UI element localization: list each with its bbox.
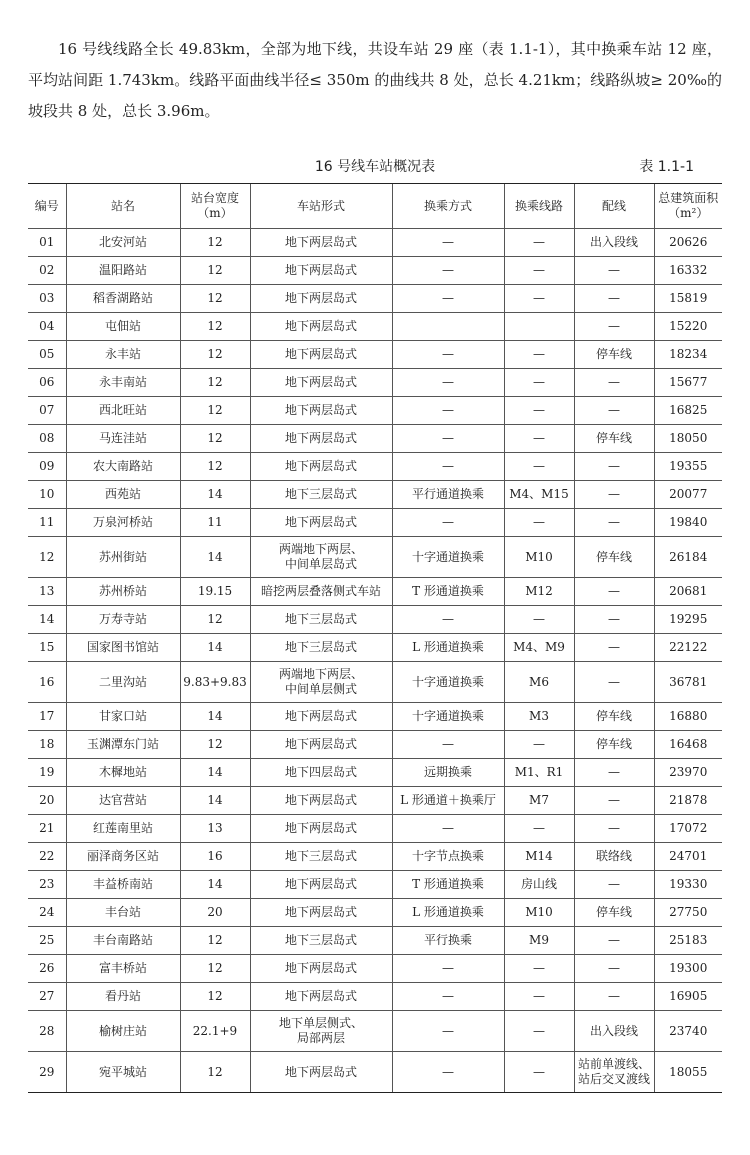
- cell-transfer-mode: T 形通道换乘: [392, 578, 504, 606]
- table-row: [28, 537, 722, 578]
- cell-station-name: 二里沟站: [66, 662, 180, 703]
- cell-number: 20: [28, 787, 66, 815]
- table-caption: [28, 156, 722, 178]
- cell-platform-width: 9.83+9.83: [180, 662, 250, 703]
- cell-transfer-line: —: [504, 257, 574, 285]
- table-row: [28, 578, 722, 606]
- table-row: [28, 662, 722, 703]
- cell-station-type: 地下两层岛式: [250, 313, 392, 341]
- cell-number: 14: [28, 606, 66, 634]
- cell-transfer-line: M4、M9: [504, 634, 574, 662]
- cell-siding: —: [574, 662, 654, 703]
- cell-station-type: 地下两层岛式: [250, 731, 392, 759]
- cell-platform-width: 14: [180, 759, 250, 787]
- cell-floor-area: 18234: [654, 341, 722, 369]
- cell-siding: —: [574, 871, 654, 899]
- cell-transfer-mode: —: [392, 341, 504, 369]
- cell-floor-area: 19300: [654, 955, 722, 983]
- cell-station-name: 看丹站: [66, 983, 180, 1011]
- cell-number: 27: [28, 983, 66, 1011]
- cell-siding: —: [574, 606, 654, 634]
- cell-floor-area: 27750: [654, 899, 722, 927]
- cell-station-type: 地下两层岛式: [250, 983, 392, 1011]
- cell-station-type: 两端地下两层、 中间单层侧式: [250, 662, 392, 703]
- cell-number: 05: [28, 341, 66, 369]
- cell-floor-area: 20626: [654, 229, 722, 257]
- cell-number: 16: [28, 662, 66, 703]
- cell-number: 23: [28, 871, 66, 899]
- table-title: 16 号线车站概况表: [314, 159, 436, 175]
- cell-platform-width: 12: [180, 606, 250, 634]
- cell-transfer-line: —: [504, 509, 574, 537]
- cell-transfer-mode: [392, 313, 504, 341]
- cell-station-type: 暗挖两层叠落侧式车站: [250, 578, 392, 606]
- cell-station-type: 地下两层岛式: [250, 703, 392, 731]
- cell-transfer-line: M12: [504, 578, 574, 606]
- cell-station-type: 地下两层岛式: [250, 899, 392, 927]
- cell-station-name: 温阳路站: [66, 257, 180, 285]
- cell-station-name: 达官营站: [66, 787, 180, 815]
- col-header-siding: 配线: [574, 184, 654, 229]
- cell-platform-width: 14: [180, 481, 250, 509]
- table-row: [28, 425, 722, 453]
- cell-number: 07: [28, 397, 66, 425]
- cell-floor-area: 16905: [654, 983, 722, 1011]
- cell-transfer-line: —: [504, 983, 574, 1011]
- cell-station-name: 丰益桥南站: [66, 871, 180, 899]
- table-row: [28, 759, 722, 787]
- table-row: [28, 1052, 722, 1093]
- table-row: [28, 606, 722, 634]
- cell-floor-area: 24701: [654, 843, 722, 871]
- cell-floor-area: 26184: [654, 537, 722, 578]
- cell-transfer-line: —: [504, 453, 574, 481]
- cell-floor-area: 20077: [654, 481, 722, 509]
- cell-transfer-line: —: [504, 341, 574, 369]
- cell-station-name: 西北旺站: [66, 397, 180, 425]
- cell-platform-width: 12: [180, 397, 250, 425]
- cell-station-name: 永丰站: [66, 341, 180, 369]
- cell-transfer-line: M14: [504, 843, 574, 871]
- cell-number: 26: [28, 955, 66, 983]
- cell-siding: 停车线: [574, 703, 654, 731]
- cell-station-name: 苏州街站: [66, 537, 180, 578]
- cell-station-type: 地下两层岛式: [250, 341, 392, 369]
- cell-number: 22: [28, 843, 66, 871]
- cell-transfer-line: —: [504, 731, 574, 759]
- table-row: [28, 509, 722, 537]
- cell-transfer-mode: —: [392, 983, 504, 1011]
- cell-floor-area: 23970: [654, 759, 722, 787]
- cell-siding: 停车线: [574, 341, 654, 369]
- cell-platform-width: 19.15: [180, 578, 250, 606]
- cell-station-name: 稻香湖路站: [66, 285, 180, 313]
- cell-station-name: 木樨地站: [66, 759, 180, 787]
- cell-platform-width: 20: [180, 899, 250, 927]
- cell-transfer-mode: 平行通道换乘: [392, 481, 504, 509]
- cell-floor-area: 20681: [654, 578, 722, 606]
- cell-station-name: 丰台站: [66, 899, 180, 927]
- cell-platform-width: 12: [180, 257, 250, 285]
- cell-transfer-mode: —: [392, 397, 504, 425]
- cell-floor-area: 21878: [654, 787, 722, 815]
- cell-station-name: 红莲南里站: [66, 815, 180, 843]
- cell-platform-width: 12: [180, 955, 250, 983]
- cell-floor-area: 23740: [654, 1011, 722, 1052]
- col-header-number: 编号: [28, 184, 66, 229]
- cell-station-name: 永丰南站: [66, 369, 180, 397]
- cell-station-type: 地下两层岛式: [250, 257, 392, 285]
- cell-siding: 停车线: [574, 731, 654, 759]
- col-header-transfer-mode: 换乘方式: [392, 184, 504, 229]
- cell-transfer-mode: 十字节点换乘: [392, 843, 504, 871]
- cell-floor-area: 18055: [654, 1052, 722, 1093]
- cell-siding: 停车线: [574, 537, 654, 578]
- cell-platform-width: 11: [180, 509, 250, 537]
- table-row: [28, 285, 722, 313]
- cell-transfer-mode: 十字通道换乘: [392, 703, 504, 731]
- cell-transfer-mode: L 形通道换乘: [392, 634, 504, 662]
- cell-transfer-line: —: [504, 369, 574, 397]
- cell-station-type: 地下单层侧式、 局部两层: [250, 1011, 392, 1052]
- cell-floor-area: 16332: [654, 257, 722, 285]
- cell-siding: —: [574, 759, 654, 787]
- table-header-row: [28, 184, 722, 229]
- table-row: [28, 955, 722, 983]
- cell-station-type: 地下三层岛式: [250, 481, 392, 509]
- cell-transfer-line: —: [504, 955, 574, 983]
- col-header-transfer-line: 换乘线路: [504, 184, 574, 229]
- cell-platform-width: 12: [180, 285, 250, 313]
- cell-platform-width: 14: [180, 703, 250, 731]
- station-table: [28, 183, 722, 1093]
- table-row: [28, 899, 722, 927]
- cell-station-type: 地下两层岛式: [250, 955, 392, 983]
- cell-siding: —: [574, 578, 654, 606]
- cell-transfer-mode: T 形通道换乘: [392, 871, 504, 899]
- cell-floor-area: 15819: [654, 285, 722, 313]
- cell-station-type: 地下两层岛式: [250, 229, 392, 257]
- cell-transfer-mode: —: [392, 955, 504, 983]
- cell-platform-width: 13: [180, 815, 250, 843]
- cell-platform-width: 14: [180, 787, 250, 815]
- cell-number: 04: [28, 313, 66, 341]
- cell-platform-width: 12: [180, 983, 250, 1011]
- col-header-platform-width: 站台宽度（m）: [180, 184, 250, 229]
- cell-station-name: 玉渊潭东门站: [66, 731, 180, 759]
- cell-siding: —: [574, 927, 654, 955]
- cell-station-type: 地下两层岛式: [250, 787, 392, 815]
- cell-station-name: 屯佃站: [66, 313, 180, 341]
- cell-number: 08: [28, 425, 66, 453]
- cell-transfer-mode: —: [392, 425, 504, 453]
- cell-number: 28: [28, 1011, 66, 1052]
- cell-siding: 停车线: [574, 899, 654, 927]
- table-row: [28, 369, 722, 397]
- table-row: [28, 257, 722, 285]
- cell-floor-area: 19355: [654, 453, 722, 481]
- cell-floor-area: 16468: [654, 731, 722, 759]
- cell-siding: —: [574, 369, 654, 397]
- cell-number: 19: [28, 759, 66, 787]
- cell-station-type: 地下两层岛式: [250, 871, 392, 899]
- cell-floor-area: 17072: [654, 815, 722, 843]
- cell-station-name: 万泉河桥站: [66, 509, 180, 537]
- cell-station-name: 万寿寺站: [66, 606, 180, 634]
- table-row: [28, 731, 722, 759]
- col-header-station: 站名: [66, 184, 180, 229]
- table-row: [28, 397, 722, 425]
- cell-floor-area: 18050: [654, 425, 722, 453]
- cell-number: 25: [28, 927, 66, 955]
- cell-siding: —: [574, 815, 654, 843]
- cell-number: 11: [28, 509, 66, 537]
- cell-number: 01: [28, 229, 66, 257]
- cell-station-type: 地下两层岛式: [250, 285, 392, 313]
- cell-floor-area: 15677: [654, 369, 722, 397]
- cell-platform-width: 14: [180, 634, 250, 662]
- table-number: 表 1.1-1: [639, 159, 694, 175]
- table-row: [28, 815, 722, 843]
- cell-station-type: 地下两层岛式: [250, 425, 392, 453]
- cell-platform-width: 22.1+9: [180, 1011, 250, 1052]
- cell-transfer-line: M6: [504, 662, 574, 703]
- cell-siding: 出入段线: [574, 229, 654, 257]
- cell-transfer-mode: —: [392, 257, 504, 285]
- cell-station-name: 丰台南路站: [66, 927, 180, 955]
- table-row: [28, 787, 722, 815]
- cell-transfer-line: —: [504, 815, 574, 843]
- cell-floor-area: 19330: [654, 871, 722, 899]
- cell-transfer-line: —: [504, 397, 574, 425]
- cell-station-type: 地下两层岛式: [250, 453, 392, 481]
- cell-number: 24: [28, 899, 66, 927]
- cell-siding: —: [574, 397, 654, 425]
- cell-floor-area: 16825: [654, 397, 722, 425]
- cell-transfer-line: —: [504, 285, 574, 313]
- cell-station-type: 地下两层岛式: [250, 509, 392, 537]
- cell-siding: —: [574, 313, 654, 341]
- cell-station-type: 地下三层岛式: [250, 634, 392, 662]
- cell-number: 21: [28, 815, 66, 843]
- cell-station-name: 国家图书馆站: [66, 634, 180, 662]
- cell-number: 18: [28, 731, 66, 759]
- cell-station-type: 地下两层岛式: [250, 815, 392, 843]
- cell-siding: —: [574, 285, 654, 313]
- table-row: [28, 313, 722, 341]
- cell-platform-width: 16: [180, 843, 250, 871]
- cell-station-type: 地下两层岛式: [250, 369, 392, 397]
- cell-number: 02: [28, 257, 66, 285]
- cell-transfer-line: —: [504, 425, 574, 453]
- table-row: [28, 983, 722, 1011]
- table-row: [28, 453, 722, 481]
- cell-siding: 出入段线: [574, 1011, 654, 1052]
- cell-siding: —: [574, 955, 654, 983]
- cell-siding: —: [574, 634, 654, 662]
- cell-station-type: 地下三层岛式: [250, 606, 392, 634]
- cell-transfer-mode: —: [392, 453, 504, 481]
- cell-transfer-line: M7: [504, 787, 574, 815]
- cell-transfer-line: —: [504, 1052, 574, 1093]
- cell-station-name: 甘家口站: [66, 703, 180, 731]
- cell-station-name: 富丰桥站: [66, 955, 180, 983]
- col-header-floor-area: 总建筑面积（m²）: [654, 184, 722, 229]
- table-row: [28, 481, 722, 509]
- cell-transfer-mode: 远期换乘: [392, 759, 504, 787]
- cell-number: 03: [28, 285, 66, 313]
- cell-station-name: 马连洼站: [66, 425, 180, 453]
- table-row: [28, 229, 722, 257]
- cell-transfer-line: M4、M15: [504, 481, 574, 509]
- cell-transfer-line: —: [504, 1011, 574, 1052]
- cell-number: 29: [28, 1052, 66, 1093]
- cell-transfer-line: 房山线: [504, 871, 574, 899]
- cell-transfer-mode: 十字通道换乘: [392, 662, 504, 703]
- cell-platform-width: 12: [180, 313, 250, 341]
- cell-floor-area: 19295: [654, 606, 722, 634]
- cell-station-name: 西苑站: [66, 481, 180, 509]
- cell-station-name: 苏州桥站: [66, 578, 180, 606]
- cell-station-name: 北安河站: [66, 229, 180, 257]
- cell-floor-area: 15220: [654, 313, 722, 341]
- cell-number: 12: [28, 537, 66, 578]
- cell-floor-area: 22122: [654, 634, 722, 662]
- cell-platform-width: 12: [180, 927, 250, 955]
- cell-platform-width: 14: [180, 871, 250, 899]
- cell-station-type: 地下两层岛式: [250, 397, 392, 425]
- cell-station-name: 农大南路站: [66, 453, 180, 481]
- cell-siding: 站前单渡线、 站后交叉渡线: [574, 1052, 654, 1093]
- table-row: [28, 871, 722, 899]
- cell-transfer-line: —: [504, 606, 574, 634]
- cell-number: 13: [28, 578, 66, 606]
- cell-station-name: 丽泽商务区站: [66, 843, 180, 871]
- cell-floor-area: 16880: [654, 703, 722, 731]
- cell-siding: —: [574, 509, 654, 537]
- intro-paragraph: 16 号线线路全长 49.83km，全部为地下线，共设车站 29 座（表 1.1-1），其中换乘车站 12 座，平均站间距 1.743km。线路平面曲线半径≤ 350m 的曲线共 8 处，总长 4.21km；线路纵坡≥ 20‰的坡段共 8 处，总长 3.96m。: [28, 40, 722, 120]
- cell-transfer-mode: —: [392, 509, 504, 537]
- cell-platform-width: 12: [180, 369, 250, 397]
- cell-transfer-line: M10: [504, 899, 574, 927]
- cell-transfer-mode: —: [392, 369, 504, 397]
- cell-number: 15: [28, 634, 66, 662]
- cell-transfer-mode: L 形通道换乘: [392, 899, 504, 927]
- cell-transfer-mode: —: [392, 1011, 504, 1052]
- cell-transfer-mode: —: [392, 815, 504, 843]
- cell-transfer-mode: —: [392, 1052, 504, 1093]
- cell-station-name: 榆树庄站: [66, 1011, 180, 1052]
- cell-floor-area: 36781: [654, 662, 722, 703]
- cell-transfer-line: M9: [504, 927, 574, 955]
- cell-platform-width: 12: [180, 341, 250, 369]
- cell-platform-width: 12: [180, 229, 250, 257]
- col-header-station-type: 车站形式: [250, 184, 392, 229]
- cell-siding: —: [574, 983, 654, 1011]
- cell-transfer-line: [504, 313, 574, 341]
- table-row: [28, 634, 722, 662]
- cell-siding: 联络线: [574, 843, 654, 871]
- cell-platform-width: 12: [180, 1052, 250, 1093]
- table-row: [28, 341, 722, 369]
- table-row: [28, 927, 722, 955]
- cell-station-name: 宛平城站: [66, 1052, 180, 1093]
- cell-number: 10: [28, 481, 66, 509]
- cell-station-type: 两端地下两层、 中间单层岛式: [250, 537, 392, 578]
- cell-platform-width: 12: [180, 425, 250, 453]
- cell-transfer-mode: 十字通道换乘: [392, 537, 504, 578]
- cell-platform-width: 12: [180, 453, 250, 481]
- cell-siding: —: [574, 453, 654, 481]
- cell-floor-area: 19840: [654, 509, 722, 537]
- cell-station-type: 地下三层岛式: [250, 927, 392, 955]
- cell-siding: 停车线: [574, 425, 654, 453]
- cell-transfer-mode: —: [392, 285, 504, 313]
- cell-transfer-line: M3: [504, 703, 574, 731]
- table-row: [28, 1011, 722, 1052]
- cell-number: 09: [28, 453, 66, 481]
- cell-siding: —: [574, 481, 654, 509]
- table-row: [28, 843, 722, 871]
- cell-floor-area: 25183: [654, 927, 722, 955]
- cell-station-type: 地下四层岛式: [250, 759, 392, 787]
- table-row: [28, 703, 722, 731]
- cell-platform-width: 14: [180, 537, 250, 578]
- cell-platform-width: 12: [180, 731, 250, 759]
- cell-transfer-mode: L 形通道＋换乘厅: [392, 787, 504, 815]
- cell-transfer-mode: —: [392, 731, 504, 759]
- cell-transfer-line: M10: [504, 537, 574, 578]
- cell-transfer-line: M1、R1: [504, 759, 574, 787]
- cell-station-type: 地下两层岛式: [250, 1052, 392, 1093]
- cell-transfer-mode: 平行换乘: [392, 927, 504, 955]
- cell-number: 06: [28, 369, 66, 397]
- cell-transfer-mode: —: [392, 229, 504, 257]
- cell-station-type: 地下三层岛式: [250, 843, 392, 871]
- cell-siding: —: [574, 787, 654, 815]
- cell-siding: —: [574, 257, 654, 285]
- cell-number: 17: [28, 703, 66, 731]
- cell-transfer-line: —: [504, 229, 574, 257]
- cell-transfer-mode: —: [392, 606, 504, 634]
